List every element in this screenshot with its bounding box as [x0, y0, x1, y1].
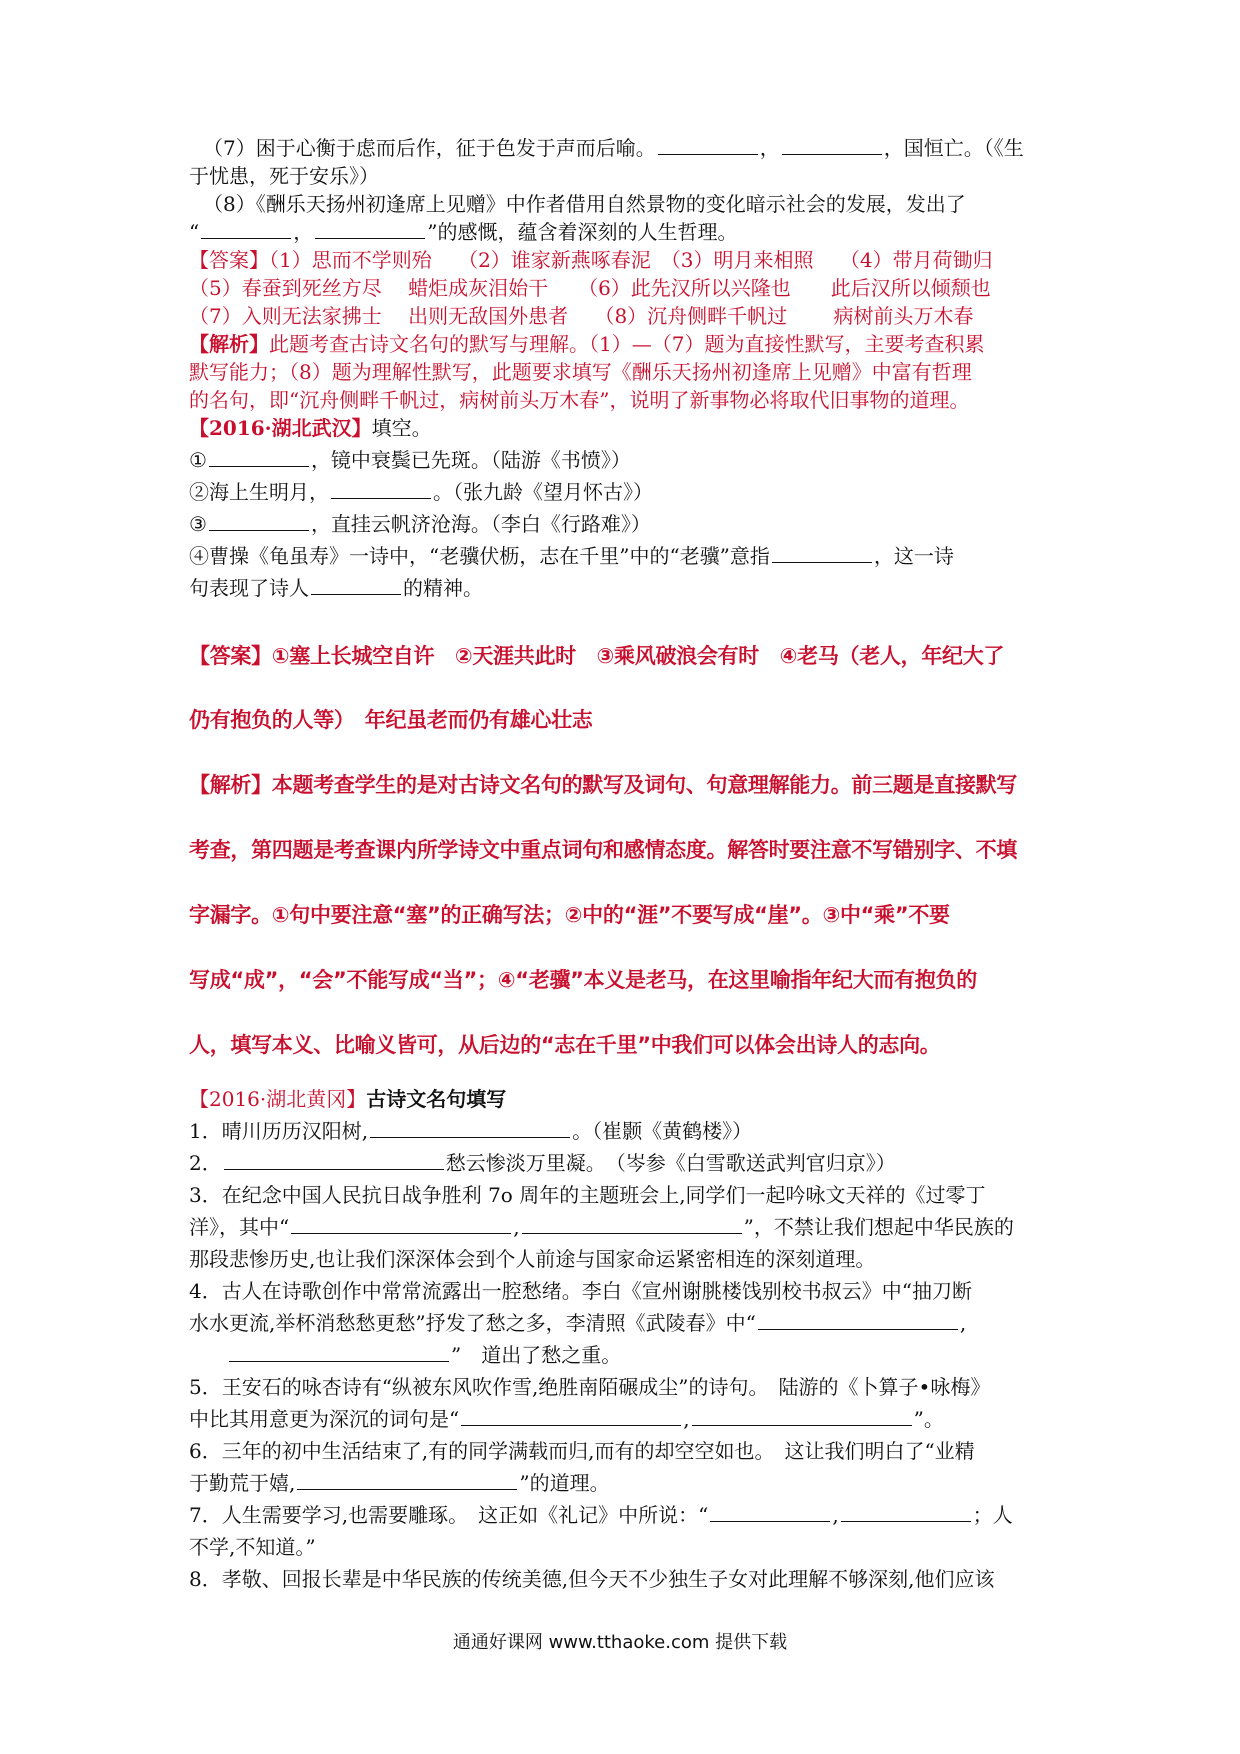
- item-text: 于勤荒于嬉,: [189, 1471, 296, 1495]
- item-text: 愁云惨淡万里凝。 （岑参《白雪歌送武判官归京》）: [445, 1151, 896, 1175]
- section-tag: 【2016·湖北武汉】: [189, 416, 372, 440]
- wuhan-heading: [189, 414, 1059, 442]
- item-text: 中比其用意更为深沉的词句是“: [189, 1407, 460, 1431]
- answer-1-line3: （7）入则无法家拂士 出则无敌国外患者 （8）沉舟侧畔千帆过 病树前头万木春: [189, 304, 974, 328]
- answer-blank[interactable]: [209, 448, 309, 467]
- answer-blank[interactable]: [291, 1215, 511, 1234]
- section-title: 填空。: [371, 416, 432, 440]
- answer-1-line2: （5）春蚕到死丝方尽 蜡炬成灰泪始干 （6）此先汉所以兴隆也 此后汉所以倾颓也: [189, 276, 991, 300]
- wuhan-item-4-line1: [189, 542, 1059, 570]
- answer-blank[interactable]: [692, 1407, 912, 1426]
- answer-blank[interactable]: [370, 1119, 570, 1138]
- comma: ,: [683, 1407, 690, 1431]
- answer-blank[interactable]: [311, 576, 401, 595]
- huanggang-q8-line1: 8．孝敬、回报长辈是中华民族的传统美德,但今天不少独生子女对此理解不够深刻,他们应该: [189, 1567, 995, 1591]
- huanggang-q6-line1: 6．三年的初中生活结束了,有的同学满载而归,而有的却空空如也。 这让我们明白了“业精: [189, 1439, 975, 1463]
- item-text: ，镜中衰鬓已先斑。（陆游《书愤》）: [310, 448, 631, 472]
- comma: ，: [293, 220, 314, 244]
- analysis-2-line1: 【解析】本题考查学生的是对古诗文名句的默写及词句、句意理解能力。前三题是直接默写: [189, 773, 1017, 797]
- huanggang-q7-line1: [189, 1501, 1059, 1529]
- analysis-1-line3: 的名句，即“沉舟侧畔千帆过，病树前头万木春”，说明了新事物必将取代旧事物的道理。: [189, 388, 970, 412]
- wuhan-item-4-line2: [189, 574, 1059, 602]
- answer-blank[interactable]: [224, 1151, 444, 1170]
- huanggang-q4-line3: [189, 1341, 1059, 1369]
- item-text: ，直挂云帆济沧海。（李白《行路难》）: [310, 512, 651, 536]
- answer-blank[interactable]: [841, 1503, 971, 1522]
- item-text: ”。: [913, 1407, 944, 1431]
- item-text: 。（崔颢《黄鹤楼》）: [572, 1119, 753, 1143]
- answer-blank[interactable]: [772, 544, 872, 563]
- item-number: ③: [189, 512, 207, 536]
- analysis-2-line2: 考查，第四题是考查课内所学诗文中重点词句和感情态度。解答时要注意不写错别字、不填: [189, 838, 1017, 862]
- huanggang-q5-line2: [189, 1405, 1059, 1433]
- analysis-2-line5: 人，填写本义、比喻义皆可，从后边的“志在千里”中我们可以体会出诗人的志向。: [189, 1033, 941, 1057]
- huanggang-q3-line2: [189, 1213, 1059, 1241]
- item-text: 1．晴川历历汉阳树,: [189, 1119, 369, 1143]
- answer-blank[interactable]: [201, 220, 291, 239]
- page-footer: 通通好课网 www.tthaoke.com 提供下载: [452, 1632, 788, 1653]
- comma: ,: [513, 1215, 520, 1239]
- analysis-1-line1: [189, 330, 1059, 358]
- wuhan-item-1: [189, 446, 1059, 474]
- item-text: 。（张九龄《望月怀古》）: [433, 480, 653, 504]
- comma: ，: [759, 136, 780, 160]
- answer-blank[interactable]: [461, 1407, 681, 1426]
- wuhan-item-3: [189, 510, 1059, 538]
- analysis-2-line3: 字漏字。①句中要注意“塞”的正确写法；②中的“涯”不要写成“崖”。③中“乘”不要: [189, 903, 950, 927]
- item-text: 洋》，其中“: [189, 1215, 290, 1239]
- item-number: 2．: [189, 1151, 222, 1175]
- item-number: ①: [189, 448, 207, 472]
- huanggang-q5-line1: 5．王安石的咏杏诗有“纵被东风吹作雪,绝胜南陌碾成尘”的诗句。 陆游的《卜算子•咏梅》: [189, 1375, 991, 1399]
- analysis-label: 【解析】: [189, 332, 269, 356]
- section-tag: 【2016·湖北黄冈】: [189, 1087, 367, 1111]
- item-text: 水水更流,举杯消愁愁更愁”抒发了愁之多，李清照《武陵春》中“: [189, 1311, 756, 1335]
- answer-blank[interactable]: [229, 1343, 449, 1362]
- comma: ,: [832, 1503, 839, 1527]
- answer-blank[interactable]: [782, 136, 882, 155]
- item-text: 7．人生需要学习,也需要雕琢。 这正如《礼记》中所说：“: [189, 1503, 709, 1527]
- question-7-tail: ，国恒亡。（《生: [883, 136, 1024, 160]
- item-text: ”，不禁让我们想起中华民族的: [743, 1215, 1014, 1239]
- huanggang-q6-line2: [189, 1469, 1059, 1497]
- answer-1-line1: 【答案】（1）思而不学则殆 （2）谁家新燕啄春泥 （3）明月来相照 （4）带月荷锄归: [189, 248, 993, 272]
- wuhan-item-2: [189, 478, 1059, 506]
- huanggang-q4-line1: 4．古人在诗歌创作中常常流露出一腔愁绪。李白《宣州谢朓楼饯别校书叔云》中“抽刀断: [189, 1279, 972, 1303]
- huanggang-q3-line3: 那段悲惨历史,也让我们深深体会到个人前途与国家命运紧密相连的深刻道理。: [189, 1247, 876, 1271]
- answer-blank[interactable]: [522, 1215, 742, 1234]
- huanggang-q3-line1: 3．在纪念中国人民抗日战争胜利 7o 周年的主题班会上,同学们一起吟咏文天祥的《过零丁: [189, 1183, 986, 1207]
- question-7-text: （7）困于心衡于虑而后作，征于色发于声而后喻。: [203, 136, 656, 160]
- analysis-1-line2: 默写能力；（8）题为理解性默写，此题要求填写《酬乐天扬州初逢席上见赠》中富有哲理: [189, 360, 972, 384]
- analysis-2-line4: 写成“成”，“会”不能写成“当”；④“老骥”本义是老马，在这里喻指年纪大而有抱负的: [189, 968, 977, 992]
- answer-blank[interactable]: [331, 480, 431, 499]
- answer-blank[interactable]: [758, 1311, 958, 1330]
- item-text: 句表现了诗人: [189, 576, 309, 600]
- answer-blank[interactable]: [710, 1503, 830, 1522]
- item-text: ” 道出了愁之重。: [451, 1343, 622, 1367]
- huanggang-q2: [189, 1149, 1059, 1177]
- item-text: 的精神。: [403, 576, 483, 600]
- item-text: ；人: [972, 1503, 1013, 1527]
- open-quote: “: [189, 220, 200, 244]
- answer-blank[interactable]: [297, 1471, 517, 1490]
- huanggang-q7-line2: 不学,不知道。”: [189, 1535, 316, 1559]
- question-8-tail: ”的感慨，蕴含着深刻的人生哲理。: [427, 220, 738, 244]
- question-7-line1: [189, 134, 1059, 162]
- section-title: 古诗文名句填写: [366, 1087, 507, 1111]
- huanggang-heading: [189, 1085, 1059, 1113]
- huanggang-q4-line2: [189, 1309, 1059, 1337]
- item-text: ②海上生明月，: [189, 480, 329, 504]
- huanggang-q1: [189, 1117, 1059, 1145]
- answer-blank[interactable]: [658, 136, 758, 155]
- answer-2-line1: 【答案】①塞上长城空自许 ②天涯共此时 ③乘风破浪会有时 ④老马（老人，年纪大了: [189, 644, 1005, 668]
- question-8-text: （8）《酬乐天扬州初逢席上见赠》中作者借用自然景物的变化暗示社会的发展，发出了: [203, 192, 966, 216]
- item-text: ，这一诗: [873, 544, 954, 568]
- question-8-line1: [189, 190, 1059, 218]
- answer-blank[interactable]: [209, 512, 309, 531]
- comma: ,: [959, 1311, 967, 1335]
- item-text: ”的道理。: [519, 1471, 610, 1495]
- answer-2-line2: 仍有抱负的人等） 年纪虽老而仍有雄心壮志: [189, 708, 593, 732]
- item-text: ④曹操《龟虽寿》一诗中，“老骥伏枥，志在千里”中的“老骥”意指: [189, 544, 770, 568]
- analysis-text: 此题考查古诗文名句的默写与理解。（1）—（7）题为直接性默写，主要考查积累: [269, 332, 985, 356]
- answer-blank[interactable]: [315, 220, 425, 239]
- question-7-line2: 于忧患，死于安乐》）: [189, 164, 379, 188]
- question-8-line2: [189, 218, 1059, 246]
